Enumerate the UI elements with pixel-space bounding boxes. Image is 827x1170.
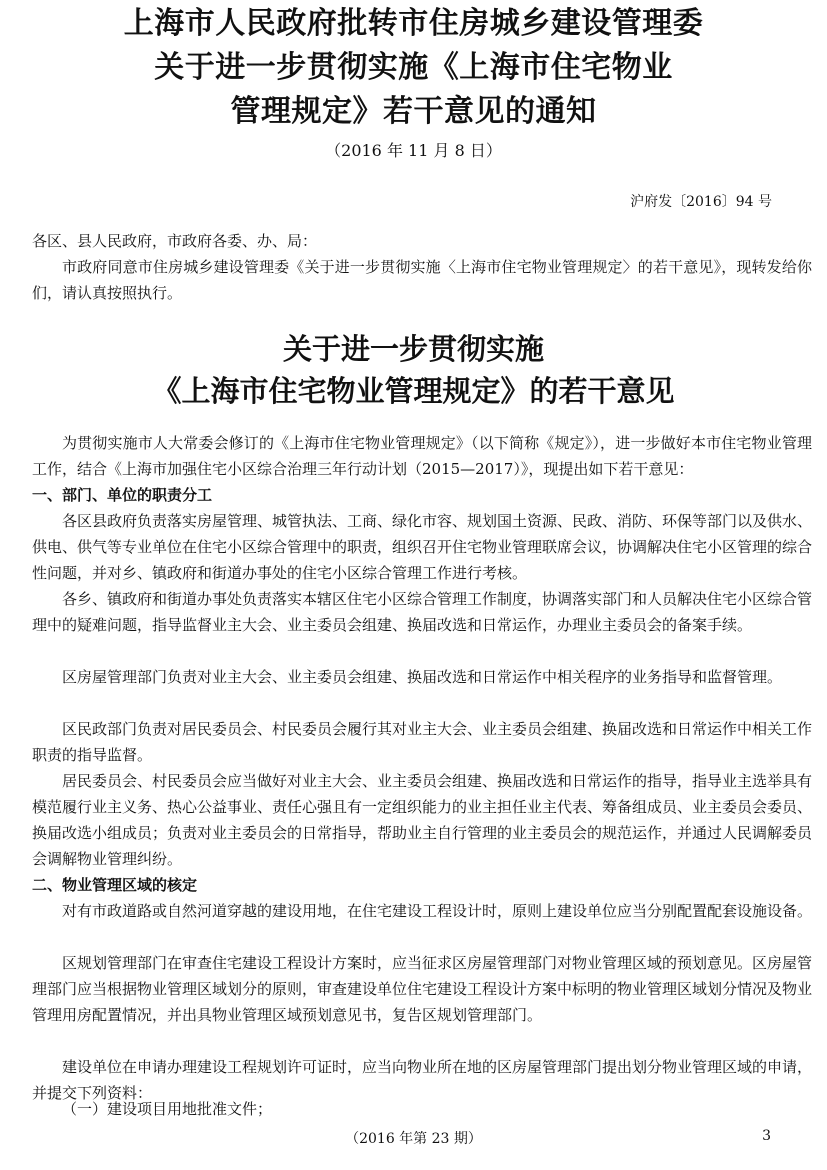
salutation: 各区、县人民政府，市政府各委、办、局： — [32, 232, 318, 250]
s2-paragraph-3: 建设单位在申请办理建设工程规划许可证时，应当向物业所在地的区房屋管理部门提出划分物业管理区域的申请，并提交下列资料： — [32, 1058, 813, 1102]
notice-title-line-2: 关于进一步贯彻实施《上海市住宅物业 — [154, 50, 673, 85]
notice-title-line-3: 管理规定》若干意见的通知 — [230, 94, 597, 129]
intro-paragraph: 为贯彻实施市人大常委会修订的《上海市住宅物业管理规定》（以下简称《规定》），进一步做好本市住宅物业管理工作，结合《上海市加强住宅小区综合治理三年行动计划（2015—2017）》，现提出如下若干意见： — [32, 434, 812, 478]
s1-paragraph-5: 居民委员会、村民委员会应当做好对业主大会、业主委员会组建、换届改选和日常运作的指导，指导业主选举具有模范履行业主义务、热心公益事业、责任心强且有一定组织能力的业主担任业主代表、筹备组成员、业主委员会委员、换届改选小组成员；负责对业主委员会的日常指导，帮助业主自行管理的业主委员会的规范运作，并通过人民调解委员会调解物业管理纠纷。 — [32, 772, 813, 868]
opinion-title-line-2: 《上海市住宅物业管理规定》的若干意见 — [152, 374, 675, 408]
s1-paragraph-4: 区民政部门负责对居民委员会、村民委员会履行其对业主大会、业主委员会组建、换届改选和日常运作中相关工作职责的指导监督。 — [32, 720, 813, 764]
opinion-title-line-1: 关于进一步贯彻实施 — [282, 332, 544, 366]
section-2-heading: 二、物业管理区域的核定 — [32, 876, 198, 894]
notice-body: 市政府同意市住房城乡建设管理委《关于进一步贯彻实施〈上海市住宅物业管理规定〉的若干意见》，现转发给你们，请认真按照执行。 — [32, 258, 812, 302]
s1-paragraph-2: 各乡、镇政府和街道办事处负责落实本辖区住宅小区综合管理工作制度，协调落实部门和人员解决住宅小区综合管理中的疑难问题，指导监督业主大会、业主委员会组建、换届改选和日常运作，办理业主委员会的备案手续。 — [32, 590, 813, 634]
document-number: 沪府发〔2016〕94 号 — [630, 194, 772, 210]
issue-footer: （2016 年第 23 期） — [345, 1131, 482, 1147]
section-1-heading: 一、部门、单位的职责分工 — [32, 486, 213, 504]
s2-list-item-1: （一）建设项目用地批准文件； — [62, 1100, 273, 1118]
page-number: 3 — [762, 1128, 771, 1144]
s2-paragraph-2: 区规划管理部门在审查住宅建设工程设计方案时，应当征求区房屋管理部门对物业管理区域的预划意见。区房屋管理部门应当根据物业管理区域划分的原则，审查建设单位住宅建设工程设计方案中标明的物业管理区域划分情况及物业管理用房配置情况，并出具物业管理区域预划意见书，复告区规划管理部门。 — [32, 954, 813, 1024]
s2-paragraph-1: 对有市政道路或自然河道穿越的建设用地，在住宅建设工程设计时，原则上建设单位应当分别配置配套设施设备。 — [62, 902, 813, 920]
notice-title-line-1: 上海市人民政府批转市住房城乡建设管理委 — [123, 6, 704, 41]
issue-date: （2016 年 11 月 8 日） — [325, 141, 502, 160]
s1-paragraph-3: 区房屋管理部门负责对业主大会、业主委员会组建、换届改选和日常运作中相关程序的业务指导和监督管理。 — [62, 668, 783, 686]
s1-paragraph-1: 各区县政府负责落实房屋管理、城管执法、工商、绿化市容、规划国土资源、民政、消防、环保等部门以及供水、供电、供气等专业单位在住宅小区综合管理中的职责，组织召开住宅物业管理联席会议，协调解决住宅小区管理的综合性问题，并对乡、镇政府和街道办事处的住宅小区综合管理工作进行考核。 — [32, 512, 813, 582]
